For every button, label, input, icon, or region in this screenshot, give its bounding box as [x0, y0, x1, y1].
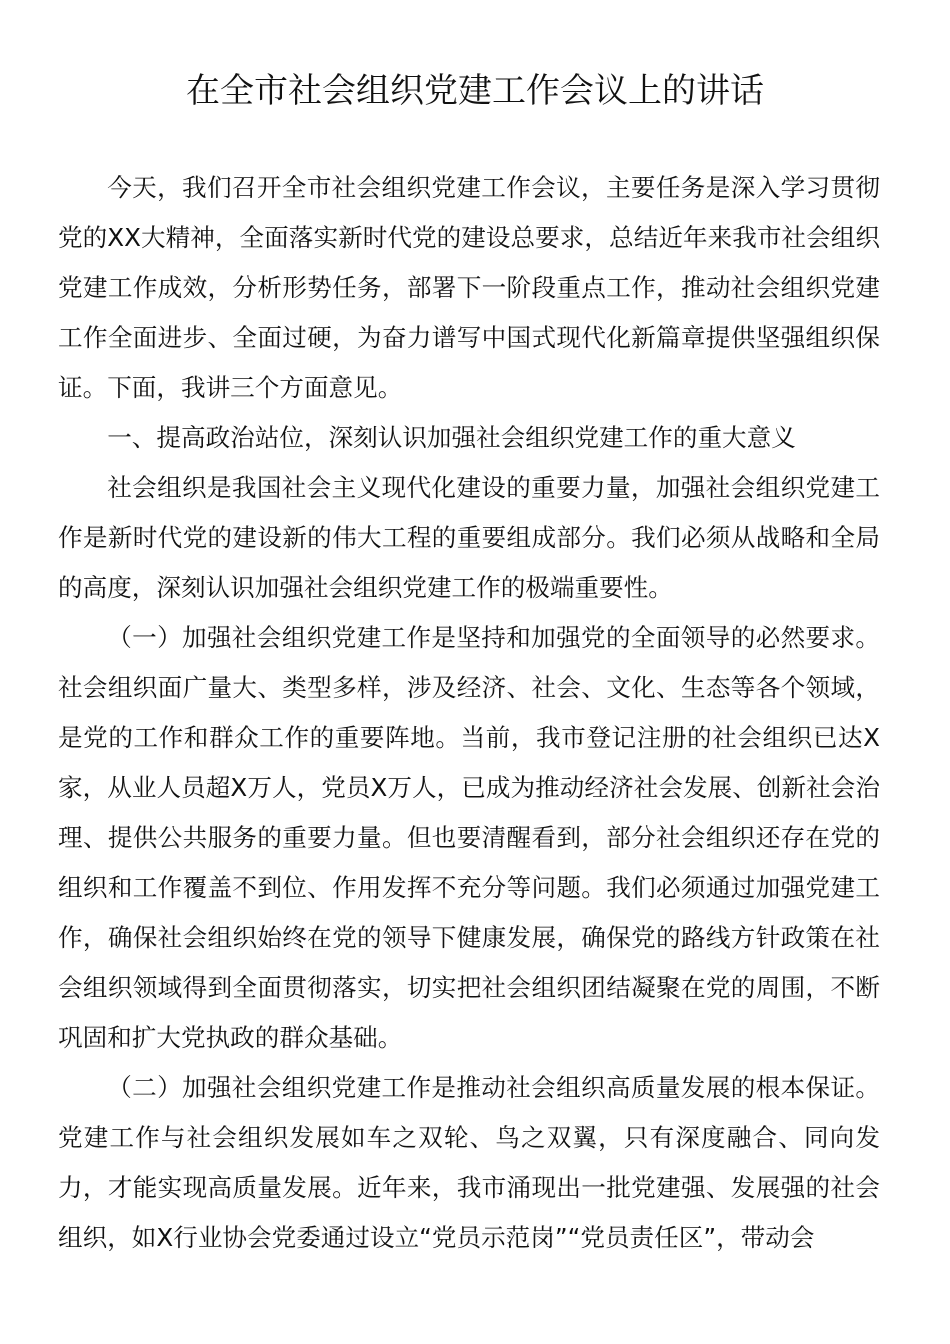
- section-heading-one: 一、提高政治站位，深刻认识加强社会组织党建工作的重大意义: [107, 423, 796, 452]
- document-title: 在全市社会组织党建工作会议上的讲话: [186, 71, 764, 111]
- paragraph-opening: 今天，我们召开全市社会组织党建工作会议，主要任务是深入学习贯彻党的XX大精神，全面落实新时代党的建设总要求，总结近年来我市社会组织党建工作成效，分析形势任务，部署下一阶段重点工作，推动社会组织党建工作全面进步、全面过硬，为奋力谱写中国式现代化新篇章提供坚强组织保证。下面，我讲三个方面意见。: [58, 173, 880, 402]
- paragraph-point-two: （二）加强社会组织党建工作是推动社会组织高质量发展的根本保证。党建工作与社会组织发展如车之双轮、鸟之双翼，只有深度融合、同向发力，才能实现高质量发展。近年来，我市涌现出一批党建强、发展强的社会组织，如X行业协会党委通过设立“党员示范岗”“党员责任区”，带动会: [58, 1073, 880, 1252]
- paragraph-significance: 社会组织是我国社会主义现代化建设的重要力量，加强社会组织党建工作是新时代党的建设新的伟大工程的重要组成部分。我们必须从战略和全局的高度，深刻认识加强社会组织党建工作的极端重要性。: [58, 473, 880, 602]
- document-body: [58, 163, 880, 1263]
- paragraph-point-one: （一）加强社会组织党建工作是坚持和加强党的全面领导的必然要求。社会组织面广量大、类型多样，涉及经济、社会、文化、生态等各个领域，是党的工作和群众工作的重要阵地。当前，我市登记注册的社会组织已达X家，从业人员超X万人，党员X万人，已成为推动经济社会发展、创新社会治理、提供公共服务的重要力量。但也要清醒看到，部分社会组织还存在党的组织和工作覆盖不到位、作用发挥不充分等问题。我们必须通过加强党建工作，确保社会组织始终在党的领导下健康发展，确保党的路线方针政策在社会组织领域得到全面贯彻落实，切实把社会组织团结凝聚在党的周围，不断巩固和扩大党执政的群众基础。: [58, 623, 880, 1052]
